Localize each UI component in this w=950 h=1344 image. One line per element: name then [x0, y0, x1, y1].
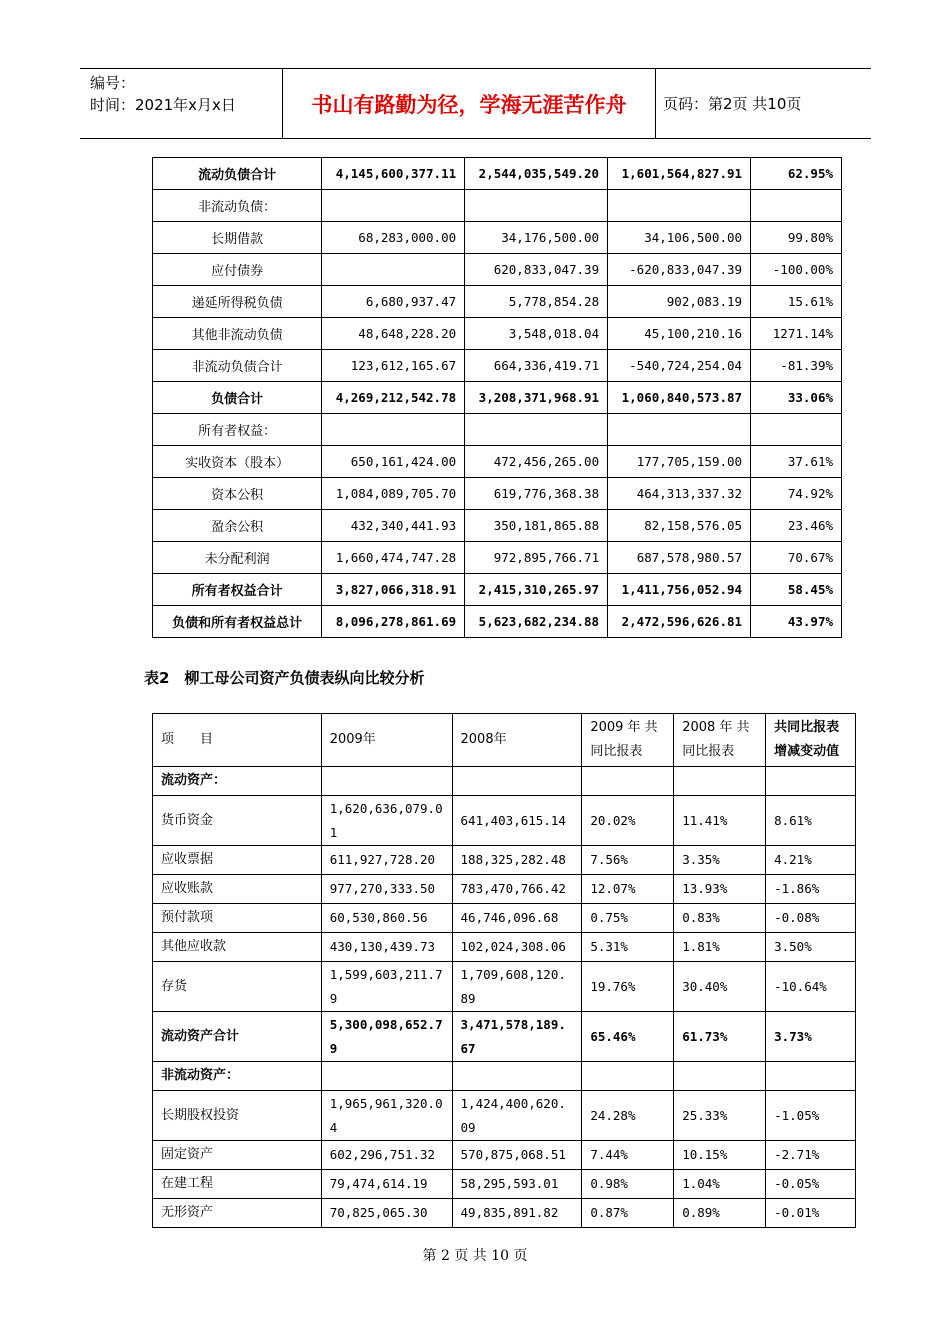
value-2009: 4,145,600,377.11 [322, 158, 465, 190]
value-change-rate: 99.80% [751, 222, 842, 254]
value-2009: 5,300,098,652.79 [321, 1012, 452, 1062]
value-2009 [321, 767, 452, 796]
value-2008: 2,544,035,549.20 [465, 158, 608, 190]
value-2009 [322, 414, 465, 446]
value-2008: 783,470,766.42 [452, 875, 582, 904]
value-2009 [322, 190, 465, 222]
value-2008: 5,623,682,234.88 [465, 606, 608, 638]
value-2009: 977,270,333.50 [321, 875, 452, 904]
value-change: 902,083.19 [608, 286, 751, 318]
table-row [153, 446, 842, 478]
common-size-2008: 30.40% [674, 962, 766, 1012]
row-label: 流动负债合计 [153, 158, 322, 190]
col-header-change: 共同比报表增减变动值 [766, 714, 856, 767]
row-label: 应收账款 [153, 875, 322, 904]
value-change-rate: 15.61% [751, 286, 842, 318]
common-size-change: -0.01% [766, 1199, 856, 1228]
header-page-number: 页码：第2页 共10页 [663, 95, 802, 113]
value-change: 177,705,159.00 [608, 446, 751, 478]
table-row [153, 542, 842, 574]
value-change-rate: 37.61% [751, 446, 842, 478]
value-2009: 1,620,636,079.01 [321, 796, 452, 846]
row-label: 固定资产 [153, 1141, 322, 1170]
value-change-rate: 43.97% [751, 606, 842, 638]
common-size-2008: 11.41% [674, 796, 766, 846]
row-label: 预付款项 [153, 904, 322, 933]
value-change-rate [751, 414, 842, 446]
common-size-2008: 61.73% [674, 1012, 766, 1062]
table-row [153, 510, 842, 542]
row-label: 资本公积 [153, 478, 322, 510]
value-2009: 3,827,066,318.91 [322, 574, 465, 606]
row-label: 在建工程 [153, 1170, 322, 1199]
value-2009: 1,599,603,211.79 [321, 962, 452, 1012]
value-change-rate: -100.00% [751, 254, 842, 286]
row-label: 盈余公积 [153, 510, 322, 542]
table2-header-row [153, 714, 856, 767]
table-row [153, 286, 842, 318]
value-2009: 6,680,937.47 [322, 286, 465, 318]
value-change-rate: -81.39% [751, 350, 842, 382]
table-row [153, 574, 842, 606]
common-size-change: 4.21% [766, 846, 856, 875]
value-2008 [465, 190, 608, 222]
row-label: 非流动负债： [153, 190, 322, 222]
common-size-2008: 10.15% [674, 1141, 766, 1170]
value-2008: 3,471,578,189.67 [452, 1012, 582, 1062]
table-row [153, 254, 842, 286]
common-size-change: -1.05% [766, 1091, 856, 1141]
value-2008: 46,746,096.68 [452, 904, 582, 933]
value-2009: 1,965,961,320.04 [321, 1091, 452, 1141]
value-2009: 8,096,278,861.69 [322, 606, 465, 638]
common-size-2009: 19.76% [582, 962, 674, 1012]
common-size-change: 3.50% [766, 933, 856, 962]
table-row [153, 796, 856, 846]
common-size-2008: 1.04% [674, 1170, 766, 1199]
table-row [153, 318, 842, 350]
table-row [153, 190, 842, 222]
value-2009: 123,612,165.67 [322, 350, 465, 382]
common-size-2009: 12.07% [582, 875, 674, 904]
table-row [153, 478, 842, 510]
common-size-2008: 3.35% [674, 846, 766, 875]
common-size-2008: 0.83% [674, 904, 766, 933]
row-label: 所有者权益合计 [153, 574, 322, 606]
table-row [153, 767, 856, 796]
value-2008: 641,403,615.14 [452, 796, 582, 846]
value-2008: 619,776,368.38 [465, 478, 608, 510]
value-2008: 188,325,282.48 [452, 846, 582, 875]
col-header-2009-common-size: 2009 年 共同比报表 [582, 714, 674, 767]
page-footer: 第 2 页 共 10 页 [422, 1248, 528, 1264]
table-row [153, 933, 856, 962]
value-2008: 102,024,308.06 [452, 933, 582, 962]
value-change-rate [751, 190, 842, 222]
value-2009: 68,283,000.00 [322, 222, 465, 254]
row-label: 长期股权投资 [153, 1091, 322, 1141]
table-row [153, 606, 842, 638]
value-2008: 570,875,068.51 [452, 1141, 582, 1170]
row-label: 货币资金 [153, 796, 322, 846]
row-label: 其他应收款 [153, 933, 322, 962]
value-change: 1,411,756,052.94 [608, 574, 751, 606]
value-change-rate: 58.45% [751, 574, 842, 606]
value-2009: 60,530,860.56 [321, 904, 452, 933]
value-2008: 350,181,865.88 [465, 510, 608, 542]
common-size-2008: 1.81% [674, 933, 766, 962]
row-label: 负债和所有者权益总计 [153, 606, 322, 638]
value-2008: 3,548,018.04 [465, 318, 608, 350]
common-size-2009: 65.46% [582, 1012, 674, 1062]
value-2009: 79,474,614.19 [321, 1170, 452, 1199]
row-label: 长期借款 [153, 222, 322, 254]
common-size-2009: 0.98% [582, 1170, 674, 1199]
table-row [153, 1062, 856, 1091]
col-header-item: 项 目 [153, 714, 322, 767]
common-size-change: -10.64% [766, 962, 856, 1012]
value-2009 [322, 254, 465, 286]
table-row [153, 1091, 856, 1141]
common-size-change: 8.61% [766, 796, 856, 846]
value-change: 2,472,596,626.81 [608, 606, 751, 638]
value-2008: 472,456,265.00 [465, 446, 608, 478]
value-change: 45,100,210.16 [608, 318, 751, 350]
value-2008: 620,833,047.39 [465, 254, 608, 286]
value-2008: 3,208,371,968.91 [465, 382, 608, 414]
common-size-2009 [582, 767, 674, 796]
value-change: -540,724,254.04 [608, 350, 751, 382]
table-row [153, 350, 842, 382]
common-size-2008 [674, 1062, 766, 1091]
value-2009: 1,084,089,705.70 [322, 478, 465, 510]
common-size-2009: 5.31% [582, 933, 674, 962]
value-2008: 49,835,891.82 [452, 1199, 582, 1228]
col-header-2008-common-size: 2008 年 共同比报表 [674, 714, 766, 767]
row-label: 非流动资产： [153, 1062, 322, 1091]
table-row [153, 158, 842, 190]
value-2009 [321, 1062, 452, 1091]
value-2008: 972,895,766.71 [465, 542, 608, 574]
common-size-change [766, 767, 856, 796]
value-2008: 5,778,854.28 [465, 286, 608, 318]
value-2009: 70,825,065.30 [321, 1199, 452, 1228]
page-header [80, 68, 871, 139]
table-row [153, 222, 842, 254]
row-label: 递延所得税负债 [153, 286, 322, 318]
value-change [608, 190, 751, 222]
common-size-2008: 25.33% [674, 1091, 766, 1141]
row-label: 所有者权益： [153, 414, 322, 446]
value-2008: 34,176,500.00 [465, 222, 608, 254]
value-2008 [465, 414, 608, 446]
table-row [153, 414, 842, 446]
vertical-analysis-table [152, 713, 856, 1228]
value-change-rate: 74.92% [751, 478, 842, 510]
row-label: 非流动负债合计 [153, 350, 322, 382]
value-change: 1,601,564,827.91 [608, 158, 751, 190]
value-change: 82,158,576.05 [608, 510, 751, 542]
common-size-2009: 7.56% [582, 846, 674, 875]
value-change: 464,313,337.32 [608, 478, 751, 510]
common-size-2008: 13.93% [674, 875, 766, 904]
value-change: 687,578,980.57 [608, 542, 751, 574]
common-size-2009: 20.02% [582, 796, 674, 846]
table2-title: 表2 柳工母公司资产负债表纵向比较分析 [144, 669, 425, 687]
table-row [153, 382, 842, 414]
row-label: 流动资产合计 [153, 1012, 322, 1062]
value-2009: 650,161,424.00 [322, 446, 465, 478]
value-2008: 2,415,310,265.97 [465, 574, 608, 606]
row-label: 未分配利润 [153, 542, 322, 574]
value-2008: 1,709,608,120.89 [452, 962, 582, 1012]
value-2008 [452, 767, 582, 796]
value-2009: 1,660,474,747.28 [322, 542, 465, 574]
value-change-rate: 62.95% [751, 158, 842, 190]
value-change-rate: 70.67% [751, 542, 842, 574]
value-2009: 602,296,751.32 [321, 1141, 452, 1170]
document-date-label: 时间：2021年x月x日 [90, 96, 236, 114]
common-size-change: -2.71% [766, 1141, 856, 1170]
value-2009: 430,130,439.73 [321, 933, 452, 962]
common-size-2009: 0.87% [582, 1199, 674, 1228]
common-size-change: -1.86% [766, 875, 856, 904]
row-label: 实收资本（股本） [153, 446, 322, 478]
value-2009: 611,927,728.20 [321, 846, 452, 875]
row-label: 应付债券 [153, 254, 322, 286]
common-size-change: -0.08% [766, 904, 856, 933]
value-2009: 48,648,228.20 [322, 318, 465, 350]
col-header-2008: 2008年 [452, 714, 582, 767]
common-size-2009: 7.44% [582, 1141, 674, 1170]
value-2008: 58,295,593.01 [452, 1170, 582, 1199]
value-change [608, 414, 751, 446]
table-row [153, 875, 856, 904]
value-change-rate: 33.06% [751, 382, 842, 414]
table-row [153, 1012, 856, 1062]
common-size-2008: 0.89% [674, 1199, 766, 1228]
common-size-2009: 0.75% [582, 904, 674, 933]
value-change: 34,106,500.00 [608, 222, 751, 254]
header-meta [80, 69, 280, 138]
table-row [153, 904, 856, 933]
value-2008 [452, 1062, 582, 1091]
common-size-2008 [674, 767, 766, 796]
row-label: 存货 [153, 962, 322, 1012]
table-row [153, 846, 856, 875]
common-size-change: 3.73% [766, 1012, 856, 1062]
table-row [153, 1170, 856, 1199]
row-label: 负债合计 [153, 382, 322, 414]
row-label: 流动资产： [153, 767, 322, 796]
common-size-2009: 24.28% [582, 1091, 674, 1141]
document-number-label: 编号： [90, 74, 136, 92]
value-2009: 4,269,212,542.78 [322, 382, 465, 414]
col-header-2009: 2009年 [321, 714, 452, 767]
row-label: 其他非流动负债 [153, 318, 322, 350]
common-size-2009 [582, 1062, 674, 1091]
value-change: -620,833,047.39 [608, 254, 751, 286]
table-row [153, 1141, 856, 1170]
value-2008: 1,424,400,620.09 [452, 1091, 582, 1141]
value-change-rate: 1271.14% [751, 318, 842, 350]
row-label: 无形资产 [153, 1199, 322, 1228]
table-row [153, 1199, 856, 1228]
value-change: 1,060,840,573.87 [608, 382, 751, 414]
common-size-change [766, 1062, 856, 1091]
value-2008: 664,336,419.71 [465, 350, 608, 382]
header-motto: 书山有路勤为径，学海无涯苦作舟 [282, 69, 656, 138]
table-row [153, 962, 856, 1012]
value-change-rate: 23.46% [751, 510, 842, 542]
liabilities-equity-table [152, 157, 842, 638]
common-size-change: -0.05% [766, 1170, 856, 1199]
value-2009: 432,340,441.93 [322, 510, 465, 542]
row-label: 应收票据 [153, 846, 322, 875]
